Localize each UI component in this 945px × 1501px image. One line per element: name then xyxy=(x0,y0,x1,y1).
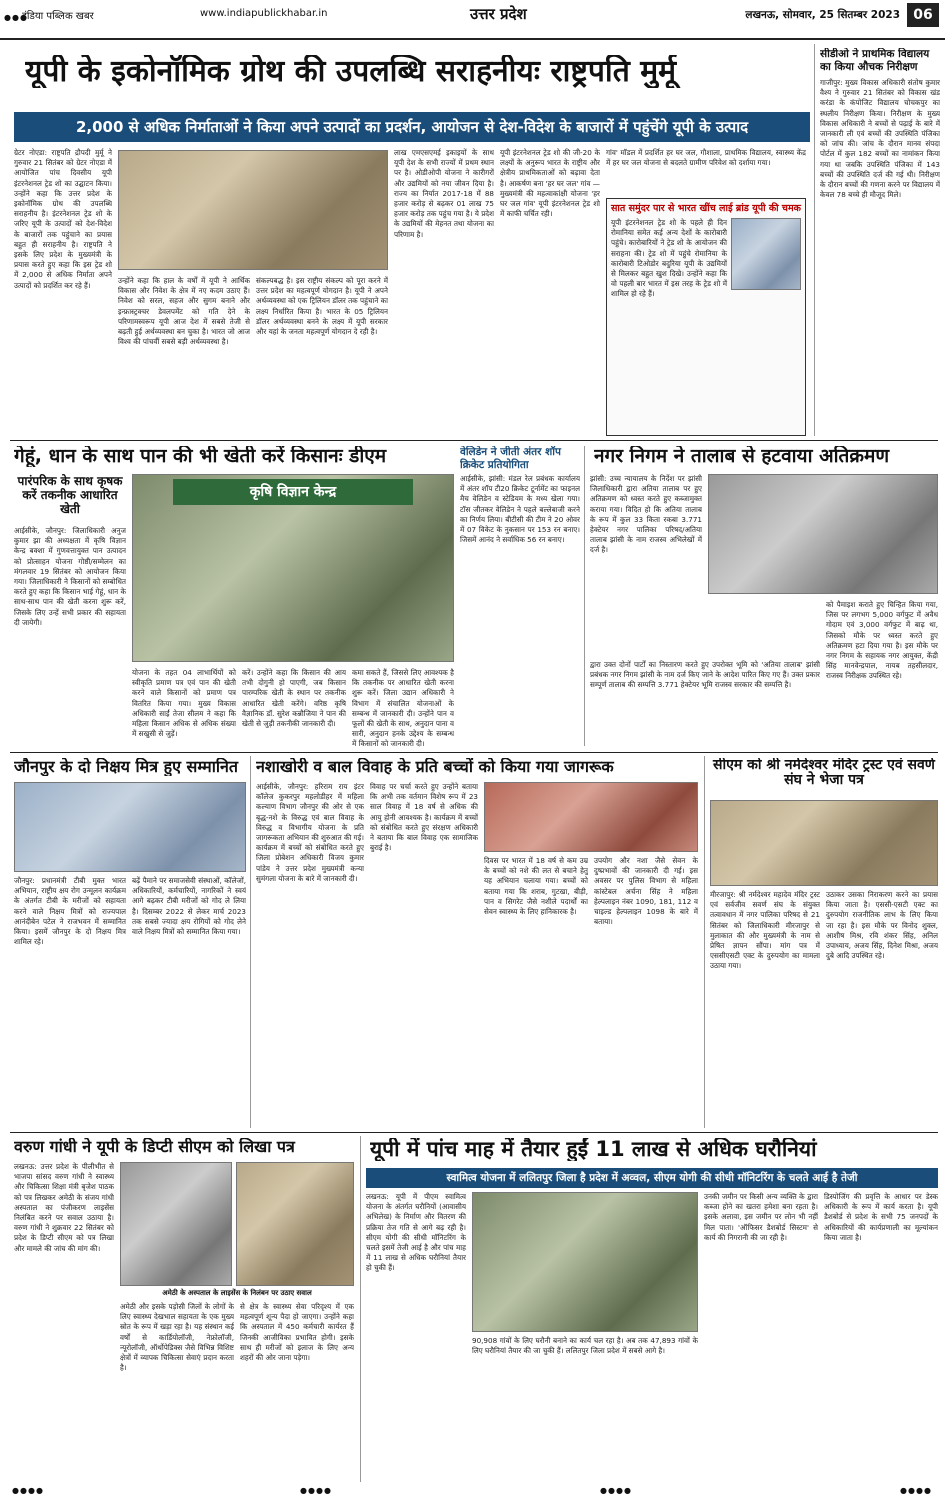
awareness-col-3: दिवस पर भारत में 18 वर्ष से कम उम्र के बच्चों को नशे की लत से बचाने हेतु यह अभियान चलाया गया। बच्चों को बताया गया कि शराब, गुटखा, बीड़ी, पान व सिगरेट जैसे नशीले पदार्थों का सेवन स्वास्थ्य के लिए हानिकारक है। xyxy=(484,856,588,917)
varun-photo-right xyxy=(236,1162,354,1286)
farming-col-4: कमा सकते हैं, जिससे लिए आवश्यक है कि तकनीक पर आधारित खेती करना शुरू करें। जिला उद्यान अधिकारी ने विभाग में संचालित योजनाओं के सम्बन्ध में जानकारी दी। उन्होंने पान व फूलों की खेती के साथ, अनुदान पाना व सारी, अनुदान हनके उद्देश्य के सम्बन्ध में किसानों को जानकारी दी। xyxy=(352,668,454,748)
temple-col-2: उठाकर उसका निराकरण करने का प्रयास किया जाता है। एससी-एसटी एक्ट का दुरुपयोग राजनीतिक लाभ के लिए किया जा रहा है। इस मौके पर विनोद शुक्ल, आशीष मिश्र, रवि शंकर सिंह, अनिल उपाध्याय, अजय सिंह, दिनेश मिश्रा, अजय दुबे आदि उपस्थित रहे। xyxy=(826,890,938,961)
paper-name: इंडिया पब्लिक खबर xyxy=(22,11,94,22)
lead-col-3: संकल्पबद्ध है। इस राष्ट्रीय संकल्प को पूरा करने में उत्तर प्रदेश का महत्वपूर्ण योगदान है। यूपी ने अपने अर्थव्यवस्था को एक ट्रिलियन डॉलर तक पहुंचाने का लक्ष्य निर्धारित किया है। भारत के 05 ट्रिलियन डॉलर अर्थव्यवस्था बनने के लक्ष्य में यूपी सरकार और यहां के जनता महत्वपूर्ण योगदान दे रही है। xyxy=(256,276,388,337)
lead-col-4: लाख एमएसएमई इकाइयों के साथ यूपी देश के सभी राज्यों में प्रथम स्थान पर है। ओडीओपी योजना ने कारीगरों और उद्यमियों को नया जीवन दिया है। राज्य का निर्यात 2017-18 में 88 हजार करोड़ से बढ़कर 01 लाख 75 हजार करोड़ तक पहुंच गया है। ये प्रदेश के उद्यमियों की मेहनत तथा योजना का परिणाम है। xyxy=(394,148,494,239)
farming-photo xyxy=(132,474,454,662)
housing-photo xyxy=(472,1192,698,1332)
jaunpur-col-1: जौनपुर: प्रधानमंत्री टीबी मुक्त भारत अभियान, राष्ट्रीय क्षय रोग उन्मूलन कार्यक्रम के अंतर्गत टीबी के मरीजों को सहायता करने वाले निक्षय मित्रों को राज्यपाल आनंदीबेन पटेल ने राजभवन में सम्मानित किया। इसमें जौनपुर के दो निक्षय मित्र शामिल रहे। xyxy=(14,876,126,947)
section-rule-2 xyxy=(10,752,938,753)
section-title: उत्तर प्रदेश xyxy=(470,5,527,23)
varun-col-2: अमेठी और इसके पड़ोसी जिलों के लोगों के लिए स्वास्थ्य देखभाल सहायता के एक मुख्य स्रोत के रूप में खड़ा रहा है। यह संस्थान कई वर्षों से कार्डियोलॉजी, नेफ्रोलॉजी, न्यूरोलॉजी, ऑर्थोपेडिक्स जैसे विभिन्न विशिष्ट क्षेत्रों में व्यापक चिकित्सा सेवाएं प्रदान करता है। xyxy=(120,1302,234,1373)
cricket-story xyxy=(460,446,580,746)
inset-box xyxy=(606,198,806,436)
varun-photo-left xyxy=(120,1162,232,1286)
varun-photo-caption: अमेठी के अस्पताल के लाइसेंस के निलंबन पर उठाए सवाल xyxy=(120,1288,354,1299)
encroachment-headline: नगर निगम ने तालाब से हटवाया अतिक्रमण xyxy=(594,446,890,467)
encroachment-photo xyxy=(708,474,938,594)
enc-divider xyxy=(584,446,585,746)
cricket-headline: वेलिडेन ने जीती अंतर शॉप क्रिकेट प्रतियोगिता xyxy=(460,446,561,471)
lead-col-2: उन्होंने कहा कि हाल के वर्षों में यूपी ने आर्थिक विकास और निवेश के क्षेत्र में नए कदम उठाए हैं। निवेश को सरल, सहज और सुगम बनाने और इन्फ्रास्ट्रक्चर डेवलपमेंट को गति देने के परिणामस्वरूप यूपी आज देश में सबसे तेजी से बढ़ती हुई अर्थव्यवस्था बन चुका है। भारत जो आज विश्व की पांचवीं सबसे बड़ी अर्थव्यवस्था है। xyxy=(118,276,250,347)
farming-banner: कृषि विज्ञान केन्द्र xyxy=(173,479,413,505)
lead-headline: यूपी के इकोनॉमिक ग्रोथ की उपलब्धि सराहनीयः राष्ट्रपति मुर्मू xyxy=(25,55,677,88)
sidebar-divider xyxy=(814,44,815,436)
awareness-col-4: उपयोग और नशा जैसे सेवन के दुष्प्रभावों की जानकारी दी गई। इस अवसर पर पुलिस विभाग से महिला कांस्टेबल अर्चना सिंह ने महिला हेल्पलाइन नंबर 1090, 181, 112 व चाइल्ड हेल्पलाइन 1098 के बारे में बताया। xyxy=(594,856,698,927)
aw-divider xyxy=(250,756,251,1128)
varun-col-3: से क्षेत्र के स्वास्थ्य सेवा परिदृश्य में एक महत्वपूर्ण शून्य पैदा हो जाएगा। उन्होंने कहा कि अस्पताल में 450 कर्मचारी कार्यरत हैं जिनकी आजीविका प्रभावित होगी। इसके साथ ही मरीजों को इलाज के लिए अन्य शहरों की ओर जाना पड़ेगा। xyxy=(240,1302,354,1363)
sidebar-headline: सीडीओ ने प्राथमिक विद्यालय का किया औचक निरीक्षण xyxy=(820,48,930,73)
lead-photo xyxy=(118,150,388,270)
farming-headline: गेहूं, धान के साथ पान की भी खेती करें किसानः डीएम xyxy=(14,446,387,467)
temple-col-1: मीरजापुर: श्री नर्मदेश्वर महादेव मंदिर ट्रस्ट एवं सर्वजीव सवर्ण संघ के संयुक्त तत्वावधान में नगर पालिका परिषद से 21 सितंबर को जिलाधिकारी मीरजापुर से मुलाकात की और मुख्यमंत्री के नाम से प्रेषित ज्ञापन सौंपा। मांग पत्र में एससीएसटी एक्ट के दुरुपयोग का मामला उठाया गया। xyxy=(710,890,820,971)
lead-col-1: ग्रेटर नोएडा: राष्ट्रपति द्रौपदी मुर्मू ने गुरुवार 21 सितंबर को ग्रेटर नोएडा में आयोजित पांच दिवसीय यूपी इंटरनेशनल ट्रेड शो का उद्घाटन किया। उन्होंने कहा कि उत्तर प्रदेश के इकोनॉमिक ग्रोथ की उपलब्धि सराहनीय है। इंटरनेशनल ट्रेड शो के जरिए यूपी के उत्पादों को देश-विदेश के बाजारों तक पहुंचाने का प्रयास बहुत ही सराहनीय है। राष्ट्रपति ने इसके लिए प्रदेश के मुख्यमंत्री के प्रयास करते हुए कहा कि इस ट्रेड शो में 2,000 से अधिक निर्माता अपने उत्पादों को प्रदर्शित कर रहे हैं। xyxy=(14,148,112,290)
site-url[interactable]: www.indiapublickhabar.in xyxy=(200,8,328,19)
inset-box-text: यूपी इंटरनेशनल ट्रेड शो के पहले ही दिन रोमानिया समेत कई अन्य देशों के कारोबारी पहुंचे। कारोबारियों ने ट्रेड शो के आयोजन की सराहना की। ट्रेड शो में पहुंचे रोमानिया के कारोबारी टिओडोर बदुरिया यूपी के उद्यमियों से मिलकर बहुत खुश दिखे। उन्होंने कहा कि वो पहली बार भारत में इस तरह के ट्रेड शो में शामिल हो रहे हैं। xyxy=(611,218,727,299)
farming-col-2: योजना के तहत 04 लाभार्थियों को स्वीकृति प्रमाण पत्र एवं पान की खेती करने वाले किसानों को प्रमाण पत्र वितरित किया गया। मुख्य विकास अधिकारी साईं तेजा सीलम ने कहा कि महिला किसान अधिक से अधिक संख्या में सखुसी से जुड़ें। xyxy=(132,668,236,739)
housing-col-1: लखनऊ: यूपी में पीएम स्वामित्व योजना के अंतर्गत घरौनियों (आवासीय अभिलेख) के निर्माण और वितरण की प्रक्रिया तेज गति से आगे बढ़ रही है। सीएम योगी की सीधी मॉनिटरिंग के चलते इसमें तेजी आई है और पांच माह में 11 लाख से अधिक घरौनियां तैयार हो चुकी हैं। xyxy=(366,1192,466,1273)
inset-photo xyxy=(731,218,801,290)
sidebar-story xyxy=(820,48,940,438)
encroachment-col-3: को पैमाइश कराते हुए चिन्हित किया गया, जिस पर लगभग 5,000 वर्गफुट में अवैध गोदाम एवं 3,000 वर्गफुट में बाढ़ था, जिसको मौके पर ध्वस्त करते हुए अतिक्रमण हटा दिया गया है। इस मौके पर नगर निगम के सहायक नगर आयुक्त, केंद्री सिंह मानवेन्द्रपाल, नायब तहसीलदार, राजस्व निरीक्षक उपस्थित रहे। xyxy=(826,600,938,681)
cricket-text: आईसीके, झांसी: मंडल रेल प्रबंधक कार्यालय में अंतर शॉप टी20 क्रिकेट टूर्नामेंट का फाइनल मैच वेलिडेन व स्टेडियम के मध्य खेला गया। टॉस जीतकर वेलिडेन ने पहले बल्लेबाजी करने का निर्णय लिया। बीटीसी की टीम ने 20 ओवर में 07 विकेट के नुकसान पर 153 रन बनाए। जिसमें आनंद ने सर्वाधिक 56 रन बनाए। xyxy=(460,474,580,545)
housing-divider xyxy=(360,1136,361,1482)
page-number: 06 xyxy=(907,3,939,27)
masthead xyxy=(0,0,945,40)
dots-ornament-icon: ●●● xyxy=(4,13,28,22)
footer-dots-mid-icon: ●●●● xyxy=(300,1486,332,1495)
section-rule-3 xyxy=(10,1132,938,1133)
awareness-col-2: विवाह पर चर्चा करते हुए उन्होंने बताया कि अभी तक वर्तमान विशेष रूप में 23 साल विवाह में 18 वर्ष से अधिक की आयु होनी आवश्यक है। कार्यक्रम में बच्चों को संबोधित करते हुए संरक्षण अधिकारी ने बताया कि बाल विवाह एक सामाजिक बुराई है। xyxy=(370,782,478,853)
awareness-photo xyxy=(484,782,698,852)
temple-headline: सीएम को श्री नर्मदेश्वर मंदिर ट्रस्ट एवं सवर्ण संघ ने भेजा पत्र xyxy=(713,758,935,789)
awareness-headline: नशाखोरी व बाल विवाह के प्रति बच्चों को किया गया जागरूक xyxy=(256,758,614,776)
jaunpur-photo xyxy=(14,782,246,872)
encroachment-col-2: द्वारा उक्त दोनों पार्टों का निस्तारण करते हुए उपरोक्त भूमि को 'अतिया तालाब' झांसी प्रबंधक नगर निगम झांसी के नाम दर्ज किए जाने के आदेश पारित किए गए हैं। उक्त प्रकार सम्पूर्ण तालाब की सम्पत्ति 3.771 हेक्टेयर भूमि राजस्व सरकार की सम्पत्ति है। xyxy=(590,660,820,690)
temple-divider xyxy=(704,756,705,1128)
housing-col-4: डिस्पोजिंग की प्रवृत्ति के आधार पर डेस्क अधिकारी के रूप में कार्य करता है। यूपी डैशबोर्ड से प्रदेश के सभी 75 जनपदों के अधिकारियों की कार्यप्रणाली का मूल्यांकन किया जाता है। xyxy=(824,1192,938,1242)
inset-box-title: सात समुंदर पार से भारत खींच लाई ब्रांड यूपी की चमक xyxy=(611,203,801,214)
awareness-col-1: आईसीके, जौनपुर: हरिराम राय इंटर कॉलेज कुकरपुर महलोडीहर में महिला कल्याण विभाग जौनपुर की ओर से एक बृद्ध-नशे के विरुद्ध एवं बाल विवाह के विरुद्ध व विभागीय योजना के प्रति जागरूकता अभियान की शुरुआत की गई। कार्यक्रम में बच्चों को संबोधित करते हुए जिला प्रोबेशन अधिकारी विजय कुमार पांडेय ने उत्तर प्रदेश मुख्यमंत्री कन्या सुमंगला योजना के बारे में जानकारी दी। xyxy=(256,782,364,883)
jaunpur-headline: जौनपुर के दो निक्षय मित्र हुए सम्मानित xyxy=(14,758,238,776)
farming-col-3: करें। उन्होंने कहा कि किसान की आय तभी दोगुनी हो पाएगी, जब किसान पारम्परिक खेती के स्थान पर तकनीक आधारित खेती करेंगे। वरिष्ठ कृषि वैज्ञानिक डॉ. सुरेश कन्नौजिया ने पान की खेती से जुड़ी तकनीकी जानकारी दी। xyxy=(242,668,346,729)
encroachment-col-1: झांसी: उच्च न्यायालय के निर्देश पर झांसी जिलाधिकारी द्वारा अतिया तालाब पर हुए अतिक्रमण को ध्वस्त करते हुए कब्जामुक्त कराया गया। विदित हो कि अतिया तालाब के रूप में कुल 33 किता रकबा 3.771 हेक्टेयर नगर पालिका परिषद/अतिया तालाब झांसी के नाम राजस्व अभिलेखों में दर्ज है। xyxy=(590,474,702,555)
housing-headline: यूपी में पांच माह में तैयार हुईं 11 लाख से अधिक घरौनियां xyxy=(370,1138,817,1161)
housing-subheadline: स्वामित्व योजना में ललितपुर जिला है प्रदेश में अव्वल, सीएम योगी की सीधी मॉनिटरिंग के चलते आई है तेजी xyxy=(366,1168,938,1188)
housing-col-3: उनकी जमीन पर किसी अन्य व्यक्ति के द्वारा कब्जा होने का खतरा हमेशा बना रहता है। इसके अलावा, इस जमीन पर लोन भी नहीं मिल पाता। 'ऑफिसर डैशबोर्ड सिस्टम' से कार्य की निगरानी की जा रही है। xyxy=(704,1192,818,1242)
varun-headline: वरुण गांधी ने यूपी के डिप्टी सीएम को लिखा पत्र xyxy=(14,1138,295,1156)
sidebar-text: गाजीपुर: मुख्य विकास अधिकारी संतोष कुमार वैश्य ने गुरुवार 21 सितंबर को विकास खंड करंडा के कंपोजिट विद्यालय चोचकपुर का स्थलीय निरीक्षण किया। निरीक्षण के मुख्य विकास अधिकारी ने बच्चों से पढ़ाई के बारे में जानकारी ली एवं बच्चों की उपस्थिति पंजिका को जांच की। जांच के दौरान मानव संपदा पोर्टल में कुल 182 बच्चों का नामांकन किया गया था जबकि उपस्थिति पंजिका में 143 बच्चों की उपस्थिति दर्ज की गई थी। निरीक्षण के दौरान बच्चों की गणना करने पर विद्यालय में केवल 78 बच्चे ही मौजूद मिले। xyxy=(820,78,940,200)
footer-dots-right-icon: ●●●● xyxy=(900,1486,932,1495)
farming-kicker: पारंपरिक के साथ कृषक करें तकनीक आधारित खेती xyxy=(17,474,123,516)
lead-col-5: यूपी इंटरनेशनल ट्रेड शो की जी-20 के लक्ष्यों के अनुरूप भारत के राष्ट्रीय और क्षेत्रीय प्राथमिकताओं को बढ़ावा देता है। आकर्षण बना 'हर घर जल' गांव — मुख्यमंत्री की महत्वाकांक्षी योजना 'हर घर जल गांव' यूपी इंटरनेशनल ट्रेड शो में काफी चर्चित रही। xyxy=(500,148,600,219)
footer-dots-left-icon: ●●●● xyxy=(12,1486,44,1495)
issue-date: लखनऊ, सोमवार, 25 सितम्बर 2023 xyxy=(745,9,900,21)
footer-dots-mid2-icon: ●●●● xyxy=(600,1486,632,1495)
farming-col-1: आईसीके, जौनपुर: जिलाधिकारी अनुज कुमार झा की अध्यक्षता में कृषि विज्ञान केन्द्र बक्शा में गुणवत्तायुक्त पान उत्पादन को प्रोत्साहन योजना गोष्ठी/सम्मेलन का मंगलवार 19 सितंबर को आयोजन किया गया। जिलाधिकारी ने किसानों को सम्बोधित करते हुए कहा कि किसान भाई गेहूं, धान के साथ-साथ पान की खेती करना शुरू करें, जिसके लिए उन्हें सभी प्रकार की सहायता दी जायेगी। xyxy=(14,526,126,627)
jaunpur-col-2: बढ़ें पैमाने पर समाजसेवी संस्थाओं, कॉलेजों, अधिकारियों, कर्मचारियों, नागरिकों ने स्वयं आगे बढ़कर टीबी मरीजों को गोद ले लिया है। दिसम्बर 2022 से लेकर मार्च 2023 तक सबसे ज्यादा क्षय रोगियों को गोद लेने वाले निक्षय मित्रों को सम्मानित किया गया। xyxy=(132,876,246,937)
housing-col-2: 90,908 गांवों के लिए घरौनी बनाने का कार्य चल रहा है। अब तक 47,893 गांवों के लिए घरौनियां तैयार की जा चुकी हैं। ललितपुर जिला प्रदेश में सबसे आगे है। xyxy=(472,1336,698,1356)
lead-col-6: गांव' मॉडल में प्रदर्शित हर घर जल, गौशाला, प्राथमिक विद्यालय, स्वास्थ्य केंद्र में हर घर जल योजना से बदलते ग्रामीण परिवेश को दर्शाया गया। xyxy=(606,148,806,168)
lead-subheadline: 2,000 से अधिक निर्माताओं ने किया अपने उत्पादों का प्रदर्शन, आयोजन से देश-विदेश के बाजारों में पहुंचेंगे यूपी के उत्पाद xyxy=(14,112,810,142)
temple-photo xyxy=(710,800,938,886)
section-rule-1 xyxy=(10,440,938,441)
varun-col-1: लखनऊ: उत्तर प्रदेश के पीलीभीत से भाजपा सांसद वरुण गांधी ने स्वास्थ्य और चिकित्सा शिक्षा मंत्री बृजेश पाठक को पत्र लिखकर अमेठी के संजय गांधी अस्पताल का पंजीकरण लाइसेंस निलंबित करने पर सवाल उठाया है। वरुण गांधी ने शुक्रवार 22 सितंबर को प्रदेश के डिप्टी सीएम को पत्र लिखा और मामले की जांच की मांग की। xyxy=(14,1162,114,1253)
